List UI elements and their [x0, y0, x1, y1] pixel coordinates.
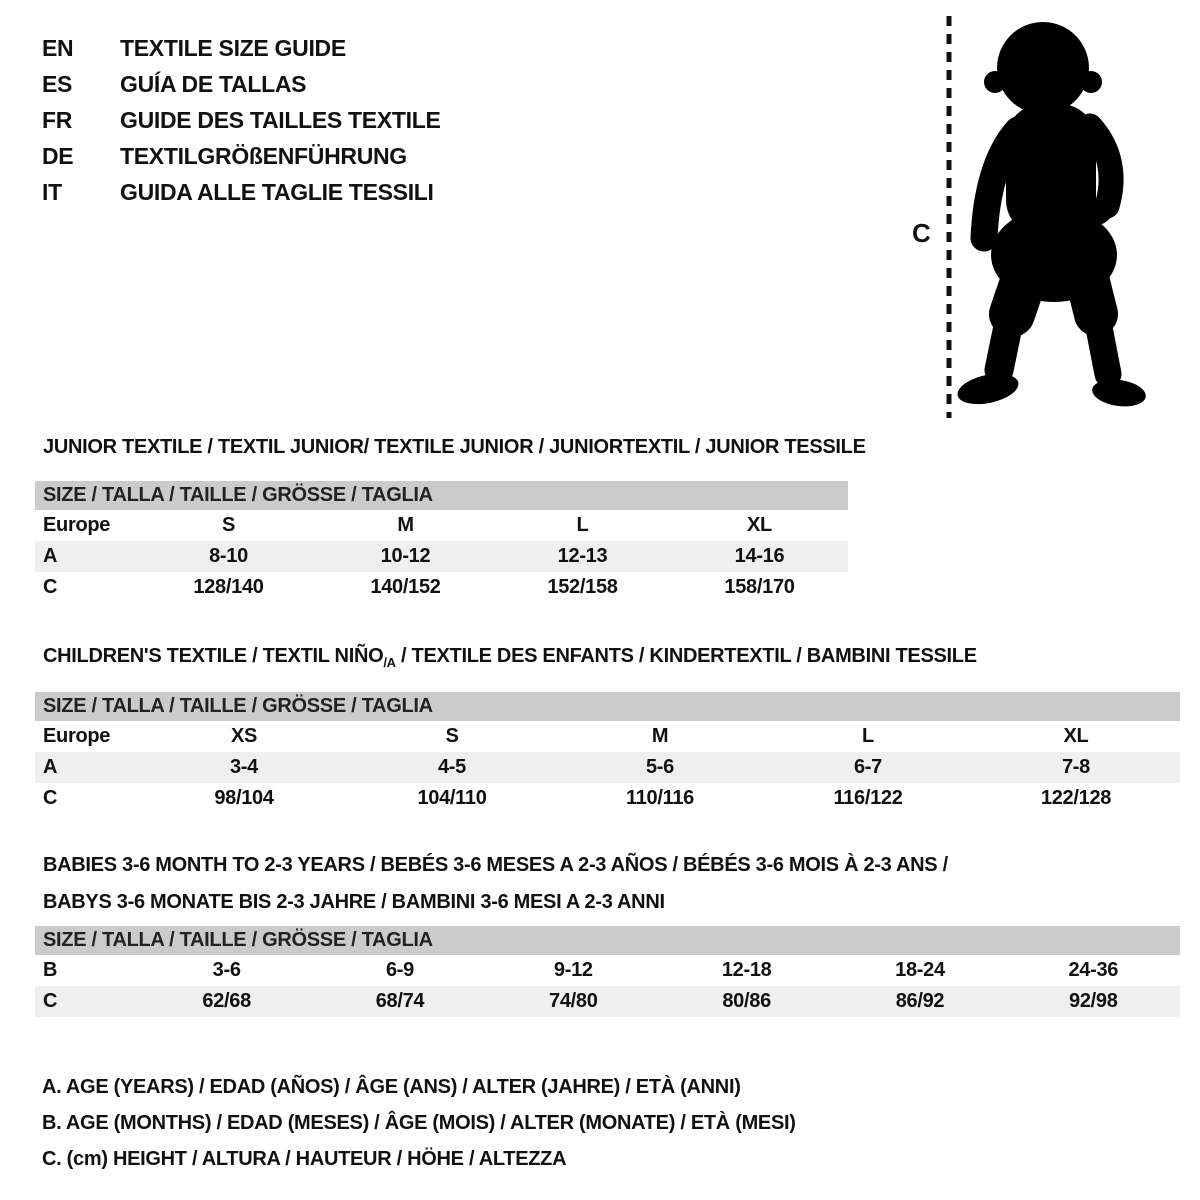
age-cell: 14-16 [734, 545, 785, 567]
lang-label: TEXTILGRÖßENFÜHRUNG [120, 142, 407, 169]
months-cell: 18-24 [895, 959, 945, 981]
section-title: JUNIOR TEXTILE / TEXTIL JUNIOR/ TEXTILE JUNIOR / JUNIORTEXTIL / JUNIOR TESSILE [43, 436, 866, 458]
size-cell: XS [230, 725, 258, 747]
row-label: C [43, 787, 58, 809]
lang-row-it [42, 174, 441, 210]
section-title-line1: BABIES 3-6 MONTH TO 2-3 YEARS / BEBÉS 3-6 MESES A 2-3 AÑOS / BÉBÉS 3-6 MOIS À 2-3 ANS / [43, 854, 948, 876]
age-cell: 6-7 [853, 756, 882, 778]
height-cell: 104/110 [417, 787, 487, 809]
age-cell: 12-13 [557, 545, 608, 567]
lang-label: GUÍA DE TALLAS [120, 70, 307, 97]
age-cell: 8-10 [209, 545, 248, 567]
title-part: / TEXTILE DES ENFANTS / KINDERTEXTIL / BAMBINI TESSILE [395, 645, 977, 667]
lang-row-es [42, 66, 441, 102]
section-junior-textile [35, 436, 866, 603]
months-cell: 12-18 [721, 959, 772, 981]
height-cell: 140/152 [370, 576, 441, 598]
language-header [42, 30, 441, 210]
size-cell: S [221, 514, 236, 536]
lang-label: TEXTILE SIZE GUIDE [120, 34, 346, 61]
height-cell: 116/122 [833, 787, 903, 809]
section-title [35, 645, 1180, 670]
size-cell: S [445, 725, 459, 747]
height-cell: 86/92 [895, 990, 945, 1012]
lang-code: IT [42, 178, 62, 205]
height-cell: 158/170 [724, 576, 795, 598]
age-cell: 3-4 [229, 756, 258, 778]
table-row-height [35, 986, 1180, 1017]
row-label: Europe [43, 514, 111, 536]
table-row-height [35, 783, 1180, 814]
baby-silhouette [938, 12, 1168, 422]
legend [42, 1069, 796, 1177]
lang-row-de [42, 138, 441, 174]
height-cell: 74/80 [549, 990, 598, 1012]
height-measure-label: C [912, 218, 931, 248]
table-row-months [35, 955, 1180, 986]
height-cell: 128/140 [193, 576, 264, 598]
height-cell: 122/128 [1040, 787, 1112, 809]
section-babies-textile [35, 847, 1180, 1017]
legend-line-a: A. AGE (YEARS) / EDAD (AÑOS) / ÂGE (ANS) / ALTER (JAHRE) / ETÀ (ANNI) [42, 1076, 741, 1098]
months-cell: 24-36 [1068, 959, 1119, 981]
legend-line-c: C. (cm) HEIGHT / ALTURA / HAUTEUR / HÖHE / ALTEZZA [42, 1148, 567, 1170]
table-row-europe [35, 510, 848, 541]
age-cell: 4-5 [437, 756, 466, 778]
table-row-height [35, 572, 848, 603]
height-cell: 62/68 [202, 990, 251, 1012]
height-cell: 110/116 [626, 787, 694, 809]
size-header-bar: SIZE / TALLA / TAILLE / GRÖSSE / TAGLIA [35, 926, 1180, 955]
height-cell: 68/74 [375, 990, 425, 1012]
lang-code: DE [42, 142, 74, 169]
size-cell: M [651, 725, 669, 747]
row-label: C [43, 576, 58, 598]
title-subscript: /A [383, 655, 396, 670]
size-cell: L [576, 514, 589, 536]
size-cell: M [397, 514, 414, 536]
row-label: C [43, 990, 58, 1012]
table-row-age [35, 541, 848, 572]
row-label: A [43, 545, 58, 567]
section-childrens-textile [35, 645, 1180, 814]
age-cell: 7-8 [1061, 756, 1090, 778]
row-label: A [43, 756, 58, 778]
months-cell: 3-6 [212, 959, 241, 981]
row-label: Europe [43, 725, 111, 747]
lang-label: GUIDA ALLE TAGLIE TESSILI [120, 178, 434, 205]
lang-code: EN [42, 34, 74, 61]
months-cell: 9-12 [553, 959, 593, 981]
baby-figure-shape [955, 22, 1148, 410]
legend-line-b: B. AGE (MONTHS) / EDAD (MESES) / ÂGE (MOIS) / ALTER (MONATE) / ETÀ (MESI) [42, 1112, 796, 1134]
age-cell: 5-6 [645, 756, 674, 778]
size-header-bar: SIZE / TALLA / TAILLE / GRÖSSE / TAGLIA [35, 692, 1180, 721]
title-part: CHILDREN'S TEXTILE / TEXTIL NIÑO [43, 645, 384, 667]
size-cell: XL [1063, 725, 1089, 747]
lang-label: GUIDE DES TAILLES TEXTILE [120, 106, 441, 133]
row-label: B [43, 959, 58, 981]
lang-row-fr [42, 102, 441, 138]
table-row-age [35, 752, 1180, 783]
months-cell: 6-9 [385, 959, 414, 981]
height-cell: 152/158 [547, 576, 618, 598]
size-cell: L [862, 725, 874, 747]
lang-row-en [42, 30, 441, 66]
height-cell: 98/104 [214, 787, 274, 809]
size-header-bar: SIZE / TALLA / TAILLE / GRÖSSE / TAGLIA [35, 481, 848, 510]
size-cell: XL [747, 514, 772, 536]
section-title-line2: BABYS 3-6 MONATE BIS 2-3 JAHRE / BAMBINI 3-6 MESI A 2-3 ANNI [43, 891, 665, 913]
height-cell: 80/86 [722, 990, 771, 1012]
table-row-europe [35, 721, 1180, 752]
lang-code: FR [42, 106, 73, 133]
height-cell: 92/98 [1069, 990, 1118, 1012]
lang-code: ES [42, 70, 73, 97]
age-cell: 10-12 [380, 545, 431, 567]
